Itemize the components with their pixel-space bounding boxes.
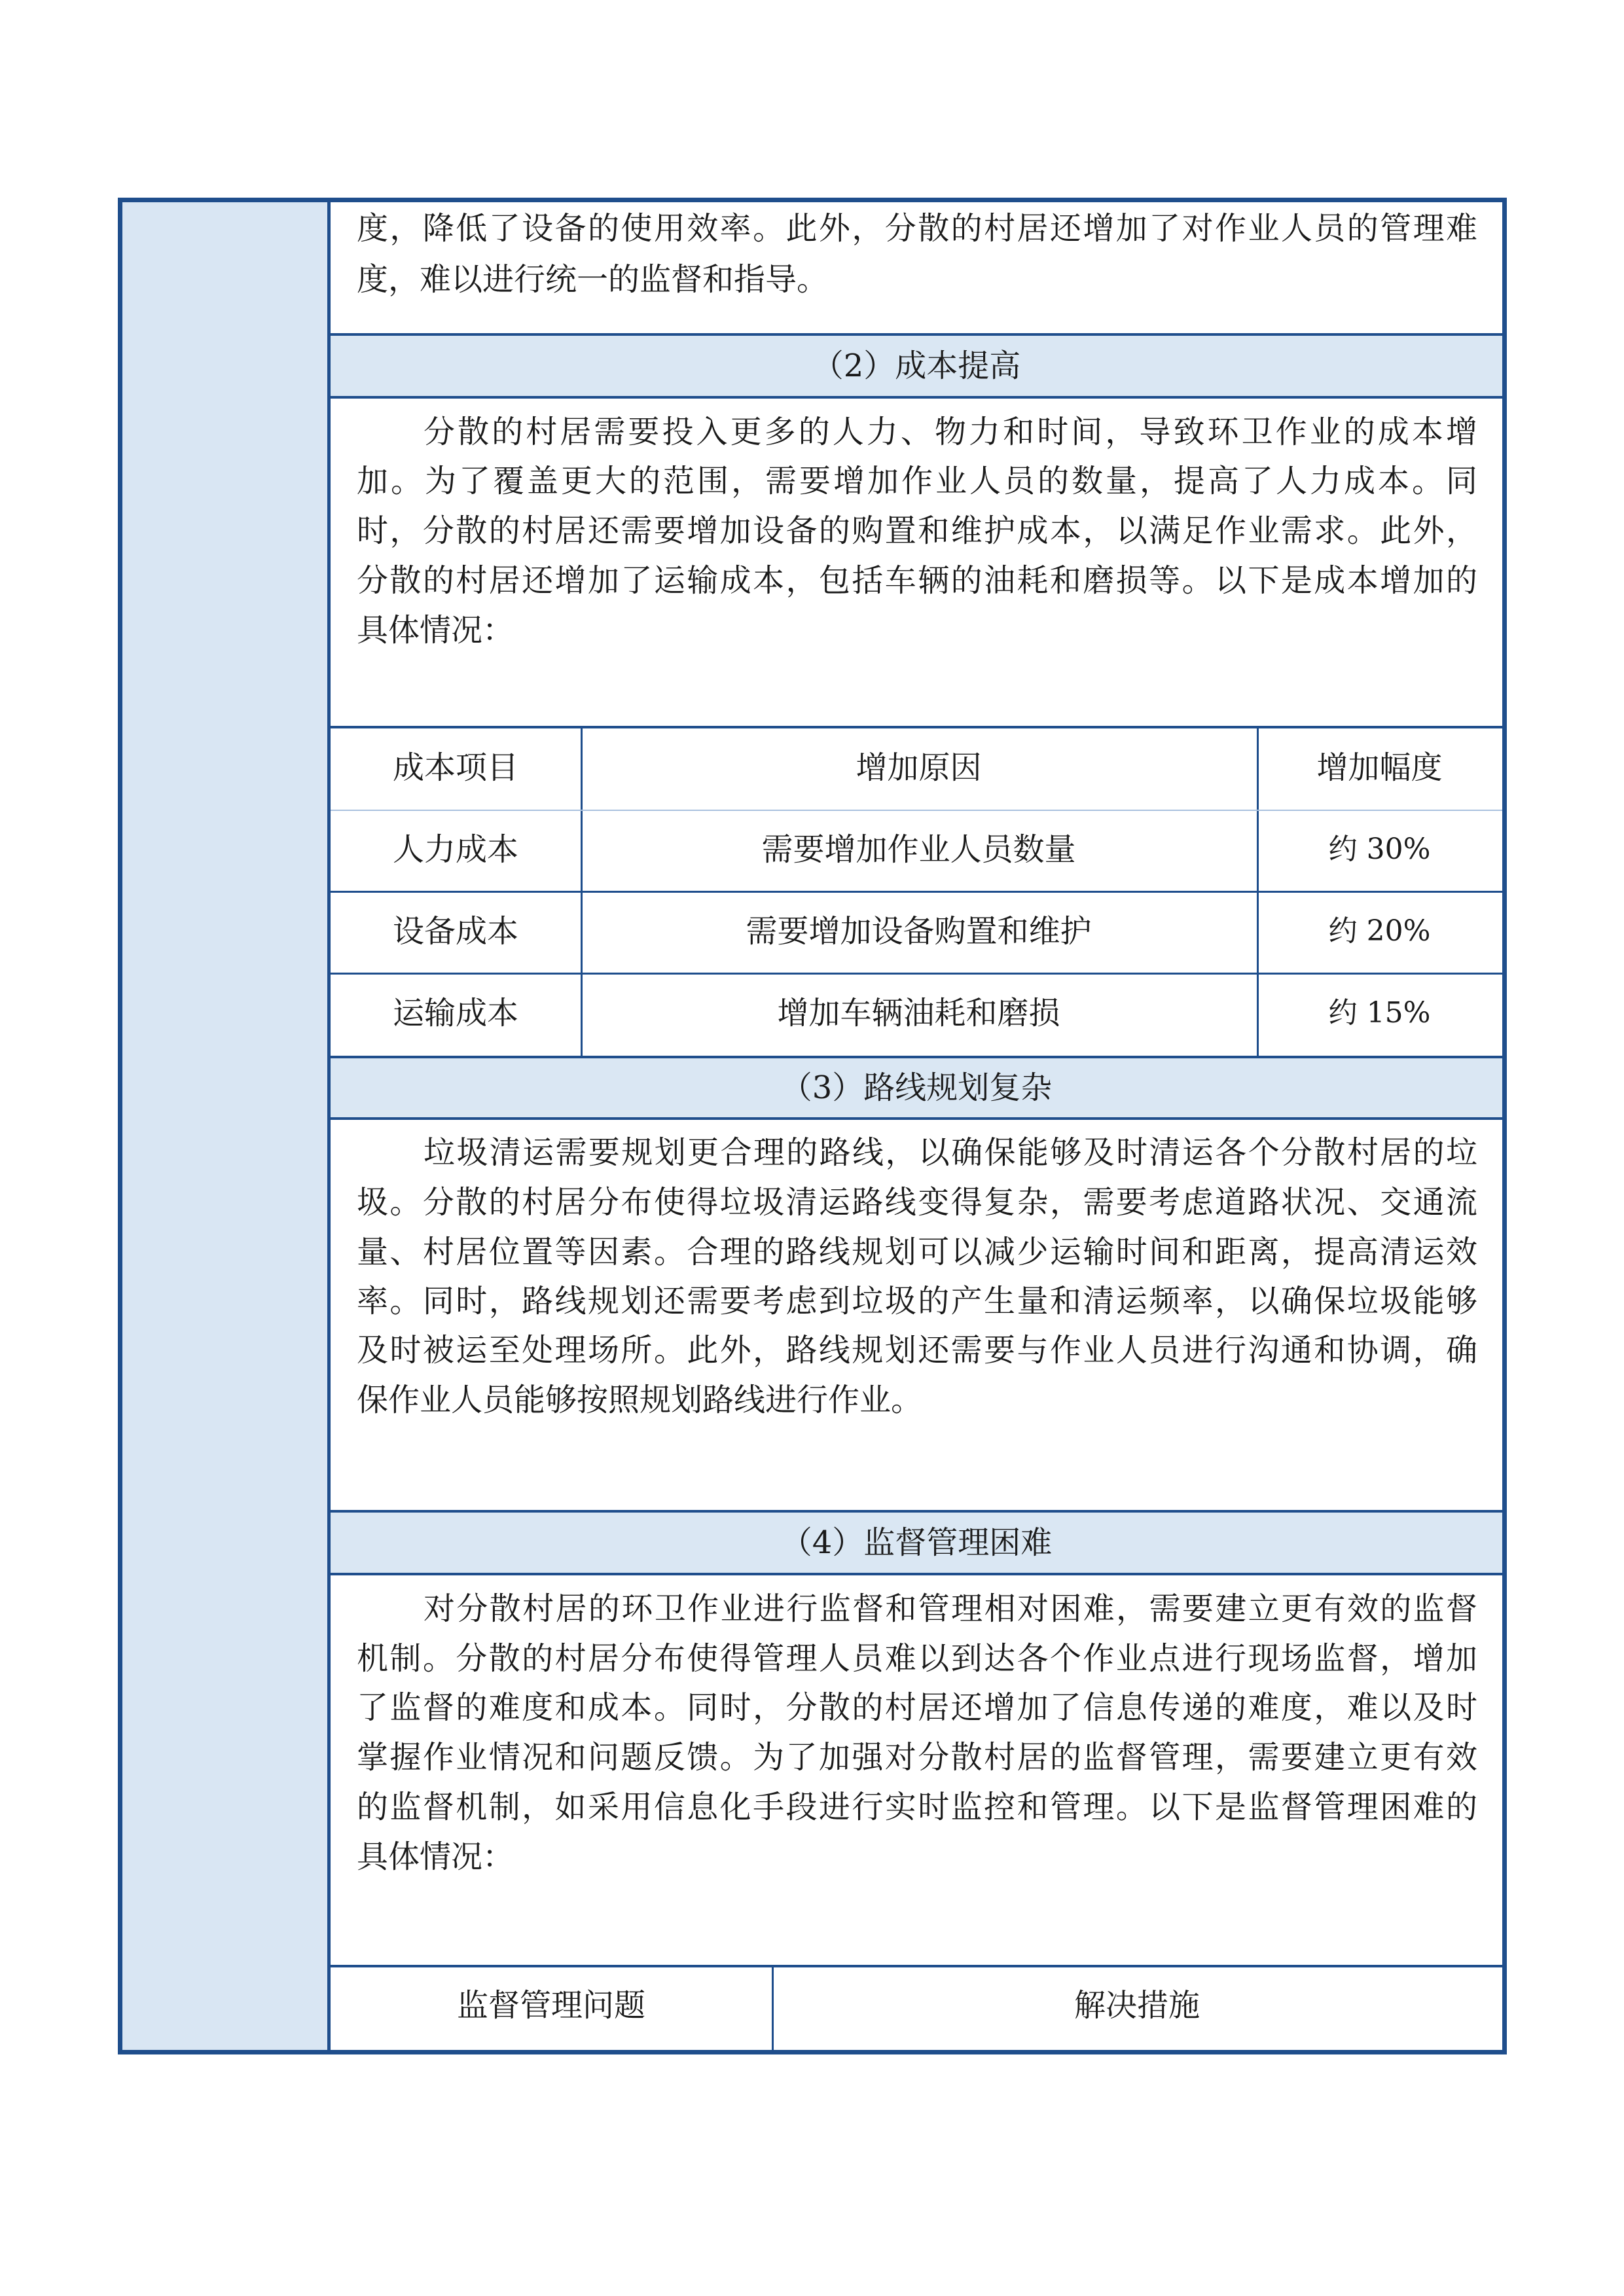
text-line: 率。同时，路线规划还需要考虑到垃圾的产生量和清运频率，以确保垃圾能够 — [357, 1283, 1477, 1319]
text-line: 加。为了覆盖更大的范围，需要增加作业人员的数量，提高了人力成本。同 — [357, 463, 1477, 499]
text-line: 具体情况： — [357, 1839, 514, 1875]
cost-table — [331, 726, 1502, 1056]
table-cell: 需要增加设备购置和维护 — [746, 913, 1092, 950]
section-heading-supervision: （4）监督管理困难 — [331, 1510, 1502, 1575]
table-header-row — [331, 728, 1502, 811]
text-line: 了监督的难度和成本。同时，分散的村居还增加了信息传递的难度，难以及时 — [357, 1689, 1477, 1726]
text-line: 掌握作业情况和问题反馈。为了加强对分散村居的监督管理，需要建立更有效 — [357, 1739, 1477, 1776]
text-line: 垃圾清运需要规划更合理的路线，以确保能够及时清运各个分散村居的垃 — [424, 1134, 1477, 1171]
table-cell: 约 20% — [1328, 914, 1431, 948]
text-line: 量、村居位置等因素。合理的路线规划可以减少运输时间和距离，提高清运效 — [357, 1234, 1477, 1270]
left-label-column — [122, 202, 331, 2050]
text-line: 保作业人员能够按照规划路线进行作业。 — [357, 1382, 923, 1418]
table-cell: 运输成本 — [392, 995, 518, 1031]
text-line: 机制。分散的村居分布使得管理人员难以到达各个作业点进行现场监督，增加 — [357, 1640, 1477, 1677]
text-line: 对分散村居的环卫作业进行监督和管理相对困难，需要建立更有效的监督 — [424, 1590, 1477, 1627]
table-row — [331, 811, 1502, 893]
table-cell: 需要增加作业人员数量 — [761, 831, 1076, 868]
text-line: 度，难以进行统一的监督和指导。 — [357, 261, 829, 298]
text-line: 及时被运至处理场所。此外，路线规划还需要与作业人员进行沟通和协调，确 — [357, 1332, 1477, 1369]
table-header-cell: 解决措施 — [1074, 1987, 1200, 2024]
table-header-cell: 监督管理问题 — [456, 1987, 645, 2024]
table-row — [331, 893, 1502, 975]
table-header-cell: 增加幅度 — [1316, 749, 1443, 786]
text-line: 分散的村居还增加了运输成本，包括车辆的油耗和磨损等。以下是成本增加的 — [357, 562, 1477, 599]
text-line: 具体情况： — [357, 612, 514, 649]
table-cell: 约 30% — [1328, 833, 1431, 866]
table-cell: 设备成本 — [392, 913, 518, 950]
text-line: 度，降低了设备的使用效率。此外，分散的村居还增加了对作业人员的管理难 — [357, 210, 1477, 247]
table-header-cell: 增加原因 — [856, 749, 982, 786]
table-row — [331, 975, 1502, 1058]
text-line: 的监督机制，如采用信息化手段进行实时监控和管理。以下是监督管理困难的 — [357, 1789, 1477, 1825]
section-heading-cost: （2）成本提高 — [331, 333, 1502, 399]
table-cell: 约 15% — [1328, 996, 1431, 1030]
section-heading-route: （3）路线规划复杂 — [331, 1056, 1502, 1120]
table-header-cell: 成本项目 — [392, 749, 518, 786]
text-line: 时，分散的村居还需要增加设备的购置和维护成本，以满足作业需求。此外， — [357, 512, 1477, 549]
document-frame — [118, 198, 1507, 2054]
content-column — [331, 202, 1502, 2050]
text-line: 分散的村居需要投入更多的人力、物力和时间，导致环卫作业的成本增 — [424, 414, 1477, 450]
table-cell: 增加车辆油耗和磨损 — [777, 995, 1060, 1031]
supervision-table — [331, 1965, 1502, 2050]
text-line: 圾。分散的村居分布使得垃圾清运路线变得复杂，需要考虑道路状况、交通流 — [357, 1184, 1477, 1221]
table-cell: 人力成本 — [392, 831, 518, 868]
